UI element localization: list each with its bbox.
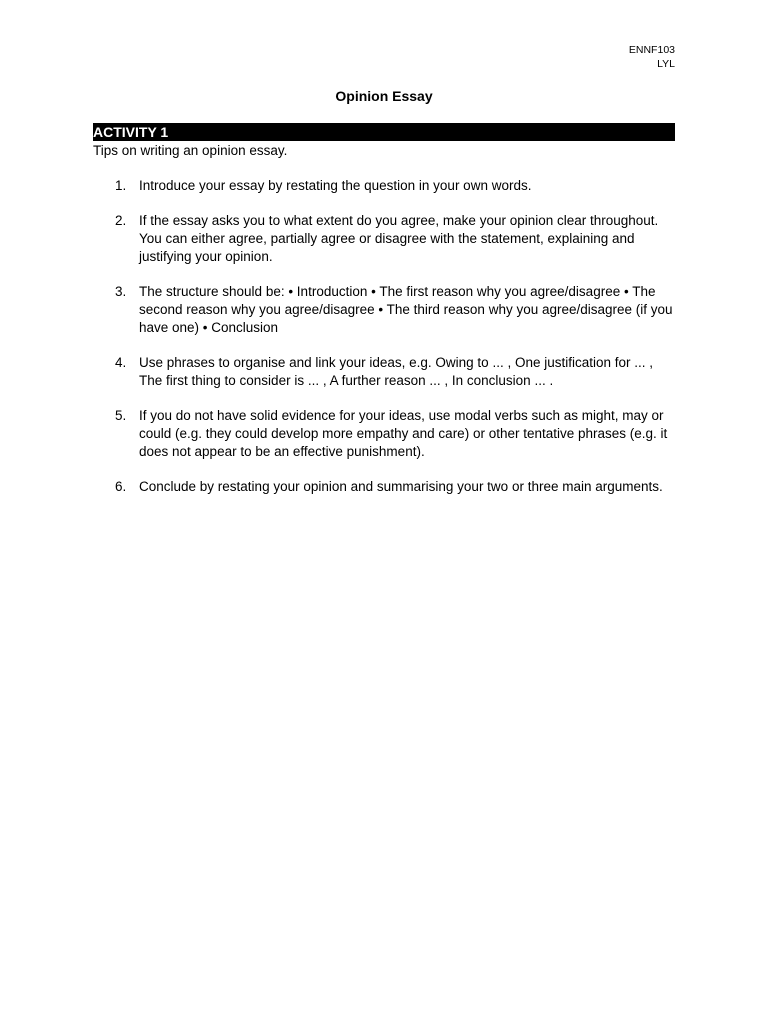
list-item-text: Use phrases to organise and link your ideas, e.g. Owing to ... , One justification for ... , The first thing to consider is ... , A further reason ... , In conclusion ... . xyxy=(139,355,654,388)
list-item-text: If the essay asks you to what extent do you agree, make your opinion clear throughout. You can either agree, partially agree or disagree with the statement, explaining and justifying your opinion. xyxy=(139,213,659,264)
list-item xyxy=(93,283,675,337)
list-item xyxy=(93,478,675,496)
document-title: Opinion Essay xyxy=(335,88,433,104)
list-item-number: 5. xyxy=(115,408,127,423)
list-item-number: 2. xyxy=(115,213,127,228)
list-item-text: Conclude by restating your opinion and summarising your two or three main arguments. xyxy=(139,479,663,494)
activity-heading: ACTIVITY 1 xyxy=(93,123,675,141)
list-item-number: 3. xyxy=(115,284,127,299)
page-header xyxy=(629,43,675,71)
list-item xyxy=(93,212,675,266)
list-item-text: Introduce your essay by restating the question in your own words. xyxy=(139,178,532,193)
tips-list xyxy=(93,177,675,513)
list-item-number: 4. xyxy=(115,355,127,370)
list-item-text: The structure should be: • Introduction • The first reason why you agree/disagree • The second reason why you agree/disagree • The third reason why you agree/disagree (if you have one) • Conclusion xyxy=(139,284,673,335)
list-item-number: 6. xyxy=(115,479,127,494)
list-item-text: If you do not have solid evidence for your ideas, use modal verbs such as might, may or could (e.g. they could develop more empathy and care) or other tentative phrases (e.g. it does not appear to be an effective punishment). xyxy=(139,408,668,459)
course-code: ENNF103 xyxy=(628,44,675,56)
activity-intro: Tips on writing an opinion essay. xyxy=(93,143,288,158)
list-item xyxy=(93,407,675,461)
list-item-number: 1. xyxy=(115,178,127,193)
list-item xyxy=(93,177,675,195)
author-initials: LYL xyxy=(657,58,675,70)
list-item xyxy=(93,354,675,390)
